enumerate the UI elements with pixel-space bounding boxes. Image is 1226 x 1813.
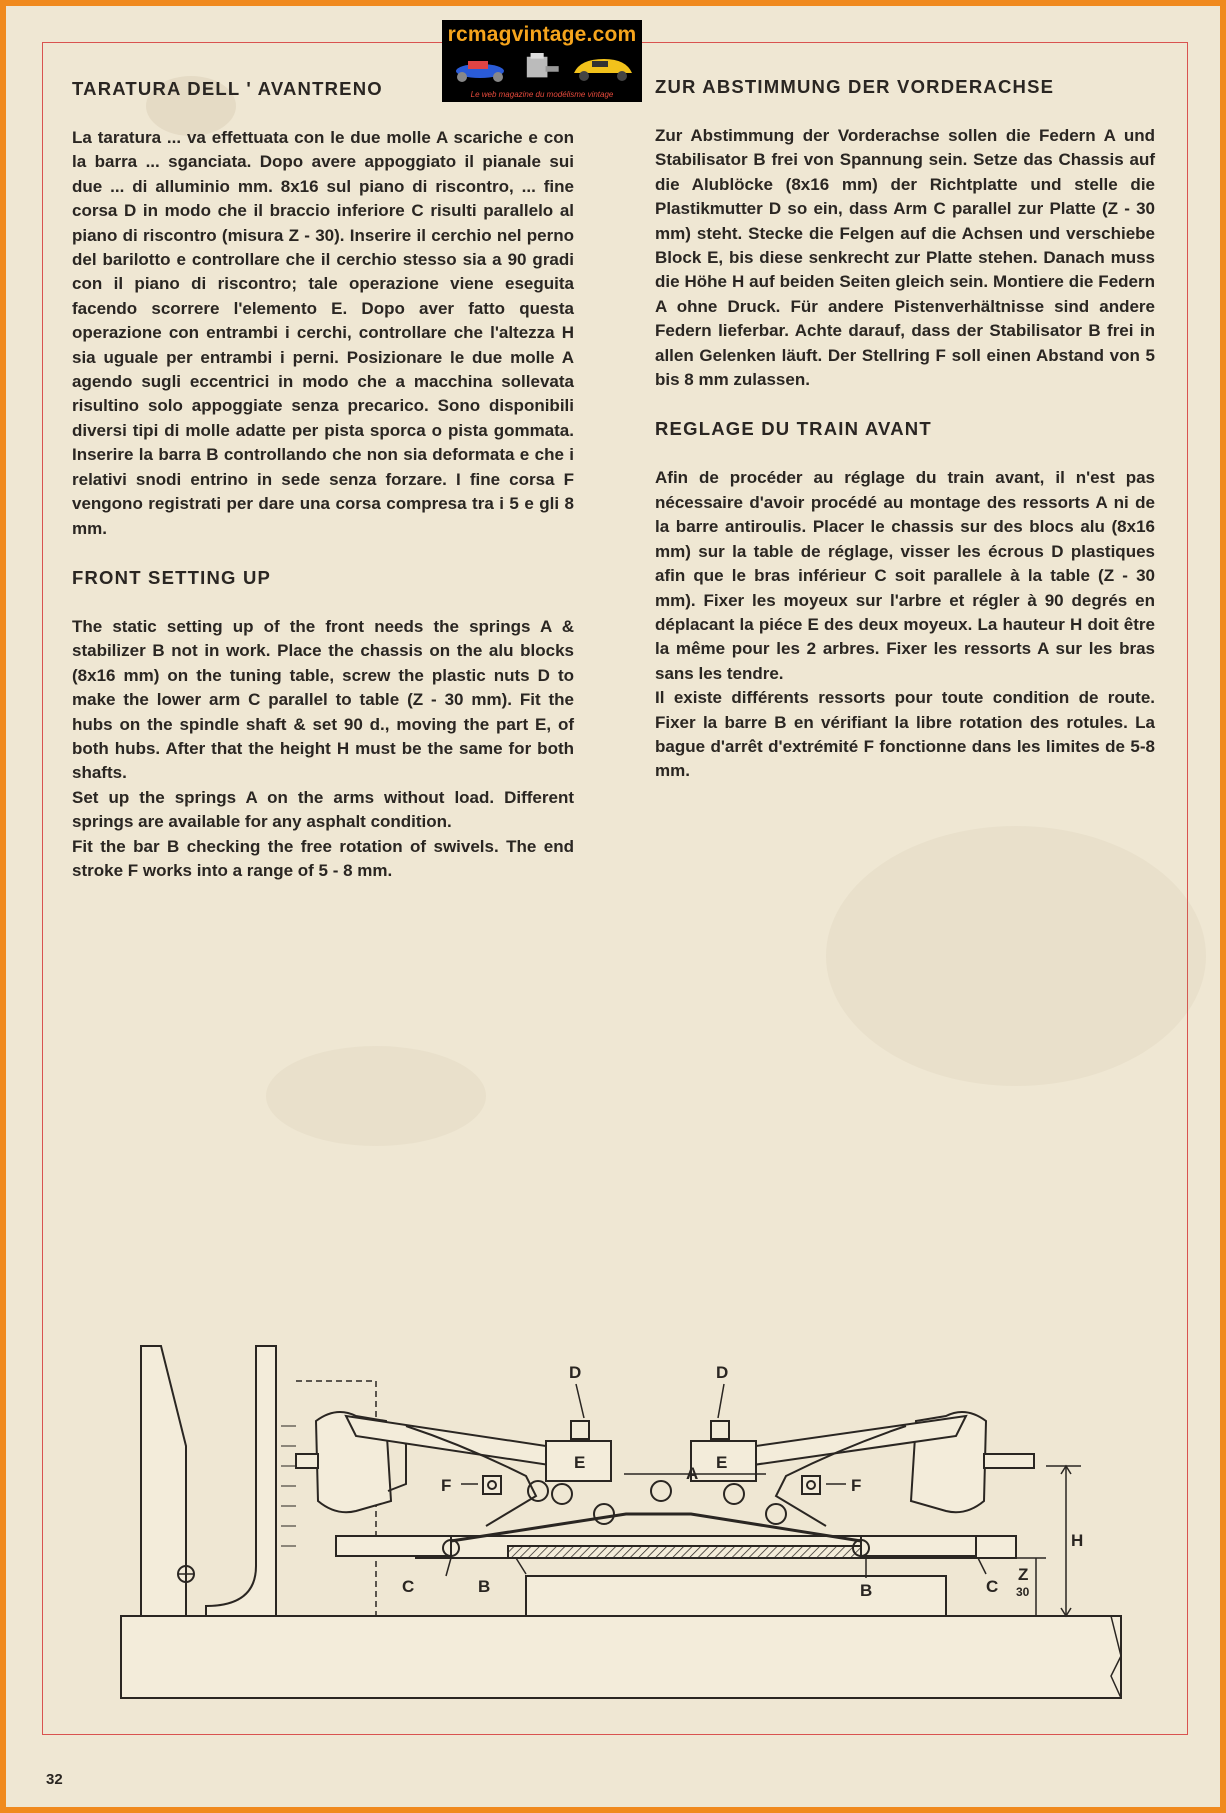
logo-tagline: Le web magazine du modélisme vintage (470, 90, 614, 99)
right-lower-arm (861, 1536, 976, 1556)
label-h: H (1071, 1531, 1084, 1550)
left-lower-arm (336, 1536, 451, 1556)
left-column (72, 78, 574, 883)
center-block (526, 1576, 946, 1616)
right-d-nut (711, 1421, 729, 1439)
label-f-right: F (851, 1476, 862, 1495)
right-column (655, 76, 1155, 784)
label-e-right: E (716, 1453, 728, 1472)
label-z-value: 30 (1016, 1585, 1030, 1599)
height-gauge (206, 1346, 276, 1616)
front-suspension-diagram (106, 1326, 1146, 1706)
race-car-icon (570, 53, 636, 83)
label-e-left: E (574, 1453, 586, 1472)
logo-title: rcmagvintage.com (447, 23, 637, 46)
paragraph-french-1: Afin de procéder au réglage du train avant, il n'est pas nécessaire d'avoir procédé au montage des ressorts A ni de la barre antiroulis. Placer le chassis sur des blocs alu (8x16 mm) sur la table de réglage, visser les écrous D plastiques afin que le bras inférieur C soit parallele à la table (Z - 30 mm). Fixer les moyeux sur l'arbre et régler à 90 degrés en déplacant la piéce E des deux moyeux. La hauteur H doit être la même pour les 2 arbres. Fixer les ressorts A sur les bras sans les tendre. (655, 468, 1155, 683)
heading-french: REGLAGE DU TRAIN AVANT (655, 418, 932, 440)
label-c-right: C (986, 1577, 999, 1596)
label-b-left: B (478, 1577, 491, 1596)
label-d-right: D (716, 1363, 729, 1382)
paragraph-english-1: The static setting up of the front needs the springs A & stabilizer B not in work. Place the chassis on the alu blocks (8x16 mm) on the tuning table, screw the plastic nuts D to make the lower arm C parallel to table (Z - 30 mm). Fit the hubs on the spindle shaft & set 90 d., moving the part E, of both hubs. After that the height H must be the same for both shafts. (72, 616, 574, 783)
label-a: A (686, 1464, 699, 1483)
label-d-left: D (569, 1363, 582, 1382)
page-number: 32 (46, 1771, 63, 1788)
paragraph-english-3: Fit the bar B checking the free rotation of swivels. The end stroke F works into a range of 5 - 8 mm. (72, 836, 574, 880)
left-f-collar (483, 1476, 501, 1494)
label-b-right: B (860, 1581, 873, 1600)
paragraph-english-2: Set up the springs A on the arms without load. Different springs are available for any asphalt condition. (72, 787, 574, 832)
paper-stain (266, 1046, 486, 1146)
paragraph-german: Zur Abstimmung der Vorderachse sollen die Federn A und Stabilisator B frei von Spannung sein. Setze das Chassis auf die Alublöcke (8x16 mm) der Richtplatte und stelle die Plastikmutter D so ein, dass Arm C parallel zur Platte (Z - 30 mm) steht. Stecke die Felgen auf die Achsen und verschiebe Block E, bis diese senkrecht zur Platte stehen. Danach muss die Höhe H auf beiden Seiten gleich sein. Montiere die Federn A ohne Druck. Für andere Pistenverhältnisse sind andere Federn lieferbar. Achte darauf, dass der Stabilisator B frei in allen Gelenken läuft. Der Stellring F soll einen Abstand von 5 bis 8 mm zulassen. (655, 126, 1155, 390)
right-f-collar (802, 1476, 820, 1494)
paper-stain (826, 826, 1206, 1086)
gauge-plate (141, 1346, 186, 1616)
heading-english: FRONT SETTING UP (72, 566, 272, 588)
tuning-table (121, 1616, 1121, 1698)
label-z: Z (1018, 1565, 1029, 1584)
paragraph-french-2: Il existe différents ressorts pour toute condition de route. Fixer la barre B en vérifiant la libre rotation des rotules. La bague d'arrêt d'extrémité F fonctionne dans les limites de 5-8 mm. (655, 688, 1155, 781)
heading-german: ZUR ABSTIMMUNG DER VORDERACHSE (655, 76, 1055, 97)
left-d-nut (571, 1421, 589, 1439)
heading-italian: TARATURA DELL ' AVANTRENO (72, 78, 383, 99)
paragraph-italian: La taratura ... va effettuata con le due molle A scariche e con la barra ... sganciata. Dopo avere appoggiato il pianale sui due ... di alluminio mm. 8x16 sul piano di riscontro, ... fine corsa D in modo che il braccio inferiore C risulti parallelo al piano di riscontro (misura Z - 30). Inserire il cerchio nel perno del barilotto e controllare che il cerchio stesso sia a 90 gradi con il piano di riscontro; tale operazione viene eseguita facendo scorrere l'elemento E. Dopo aver fatto questa operazione con entrambi i cerchi, controllare che l'altezza H sia uguale per entrambi i perni. Posizionare le due molle A agendo sugli eccentrici in modo che a macchina sollevata risultino solo appoggiate senza precarico. Sono disponibili diversi tipi di molle adatte per pista sporca o pista gommata. Inserire la barra B controllando che non sia deformata e che i relativi snodi entrino in sede senza forzare. I fine corsa F vengono registrati per dare una corsa compresa tra i 5 e gli 8 mm. (72, 128, 574, 538)
label-c-left: C (402, 1577, 415, 1596)
label-f-left: F (441, 1476, 452, 1495)
